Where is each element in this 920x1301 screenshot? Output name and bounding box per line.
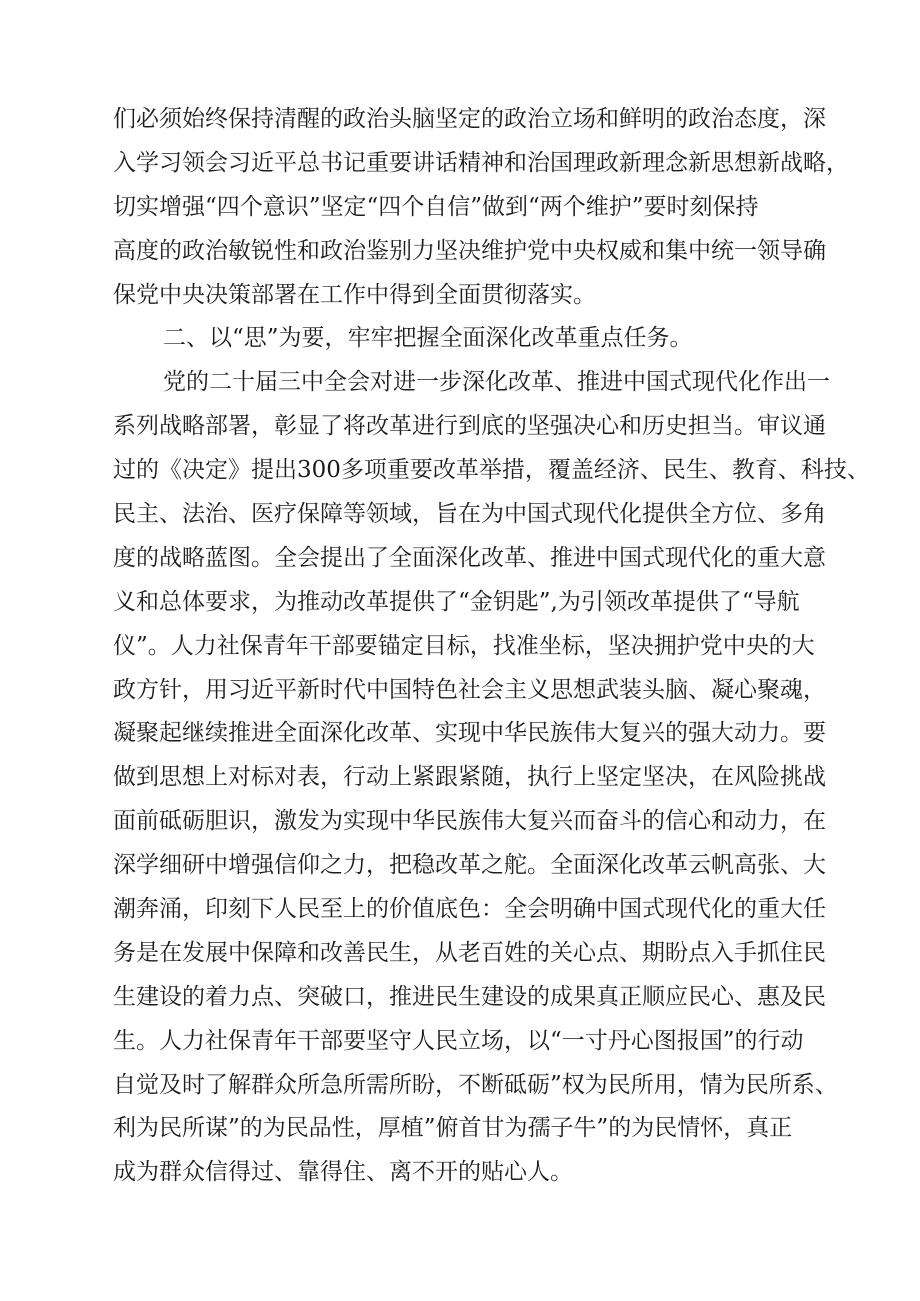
text-line: 务是在发展中保障和改善民生，从老百姓的关心点、期盼点入手抓住民 [113,939,826,966]
text-line: 面前砥砺胆识，激发为实现中华民族伟大复兴而奋斗的信心和动力，在 [113,808,826,835]
text-line: 入学习领会习近平总书记重要讲话精神和治国理政新理念新思想新战略， [113,149,849,176]
text-line: 凝聚起继续推进全面深化改革、实现中华民族伟大复兴的强大动力。要 [113,720,826,747]
text-line: 保党中央决策部署在工作中得到全面贯彻落实。 [113,281,596,308]
text-line: 民主、法治、医疗保障等领域，旨在为中国式现代化提供全方位、多角 [113,501,826,528]
text-line: 过的《决定》提出300多项重要改革举措，覆盖经济、民生、教育、科技、 [113,457,870,484]
text-line: 自觉及时了解群众所急所需所盼，不断砥砺”权为民所用，情为民所系、 [113,1071,838,1098]
text-line: 生建设的着力点、突破口，推进民生建设的成果真正顺应民心、惠及民 [113,983,826,1010]
text-line: 切实增强“四个意识”坚定“四个自信”做到“两个维护”要时刻保持 [113,193,759,220]
text-line: 生。人力社保青年干部要坚守人民立场，以“一寸丹心图报国”的行动 [113,1027,804,1054]
text-line: 利为民所谋”的为民品性，厚植”俯首甘为孺子牛”的为民情怀，真正 [113,1115,793,1142]
text-line: 度的战略蓝图。全会提出了全面深化改革、推进中国式现代化的重大意 [113,544,826,571]
text-line: 成为群众信得过、靠得住、离不开的贴心人。 [113,1159,573,1186]
paragraph-first-line: 党的二十届三中全会对进一步深化改革、推进中国式现代化作出一 [163,369,830,396]
text-line: 义和总体要求，为推动改革提供了“金钥匙”,为引领改革提供了“导航 [113,588,800,615]
section-heading: 二、以“思”为要，牢牢把握全面深化改革重点任务。 [163,325,693,352]
text-line: 政方针，用习近平新时代中国特色社会主义思想武装头脑、凝心聚魂， [113,676,826,703]
text-line: 深学细研中增强信仰之力，把稳改革之舵。全面深化改革云帆高张、大 [113,852,826,879]
text-line: 系列战略部署，彰显了将改革进行到底的坚强决心和历史担当。审议通 [113,413,826,440]
text-line: 做到思想上对标对表，行动上紧跟紧随，执行上坚定坚决，在风险挑战 [113,764,826,791]
body-text [113,98,870,1195]
text-line: 们必须始终保持清醒的政治头脑坚定的政治立场和鲜明的政治态度，深 [113,106,826,132]
text-line: 仪”。人力社保青年干部要锚定目标，找准坐标，坚决拥护党中央的大 [113,632,815,659]
text-line: 潮奔涌，印刻下人民至上的价值底色：全会明确中国式现代化的重大任 [113,896,826,923]
text-line: 高度的政治敏锐性和政治鉴别力坚决维护党中央权威和集中统一领导确 [113,237,826,264]
